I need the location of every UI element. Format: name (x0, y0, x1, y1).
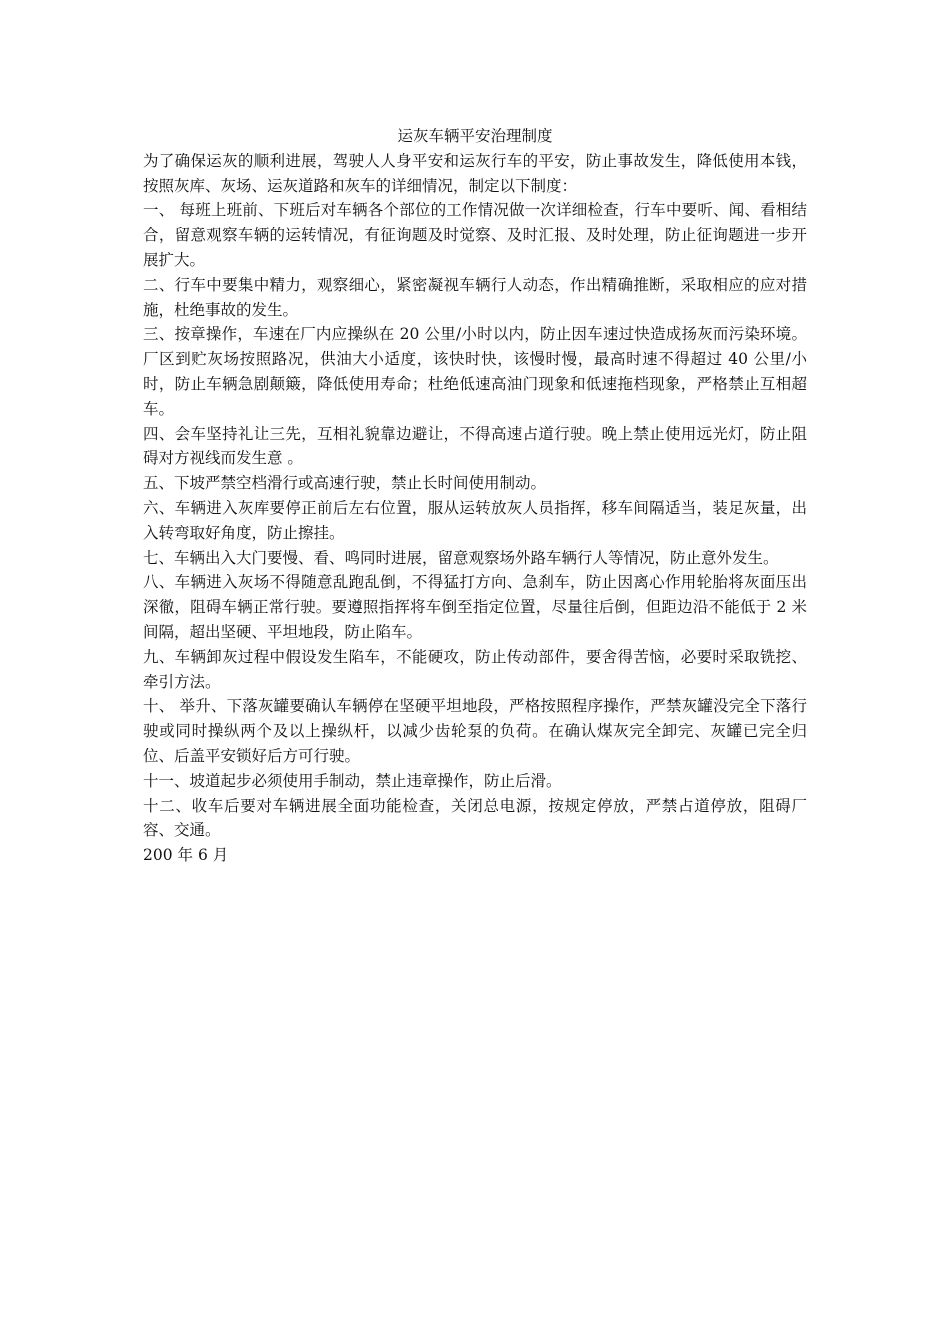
rule-10-paragraph: 十、 举升、下落灰罐要确认车辆停在坚硬平坦地段，严格按照程序操作，严禁灰罐没完全下落行驶或同时操纵两个及以上操纵杆，以减少齿轮泵的负荷。在确认煤灰完全卸完、灰罐已完全归位、后盖平安锁好后方可行驶。 (143, 697, 807, 765)
rule-3-paragraph: 三、按章操作，车速在厂内应操纵在 20 公里/小时以内，防止因车速过快造成扬灰而污染环境。厂区到贮灰场按照路况，供油大小适度，该快时快，该慢时慢，最高时速不得超过 40 公里/小时，防止车辆急剧颠簸，降低使用寿命；杜绝低速高油门现象和低速拖档现象，严格禁止互相超车。 (143, 325, 807, 418)
document-date: 200 年 6 月 (143, 846, 229, 865)
rule-7-paragraph: 七、车辆出入大门要慢、看、鸣同时进展，留意观察场外路车辆行人等情况，防止意外发生。 (143, 548, 779, 567)
rule-5-paragraph: 五、下坡严禁空档滑行或高速行驶，禁止长时间使用制动。 (143, 474, 547, 493)
rule-8-paragraph: 八、车辆进入灰场不得随意乱跑乱倒，不得猛打方向、急刹车，防止因离心作用轮胎将灰面压出深徹，阻碍车辆正常行驶。要遵照指挥将车倒至指定位置，尽量往后倒，但距边沿不能低于 2 米间隔，超出坚硬、平坦地段，防止陷车。 (143, 573, 807, 641)
rule-12-paragraph: 十二、收车后要对车辆进展全面功能检查，关闭总电源，按规定停放，严禁占道停放，阻碍厂容、交通。 (143, 796, 807, 840)
rule-2-paragraph: 二、行车中要集中精力，观察细心，紧密凝视车辆行人动态，作出精确推断，采取相应的应对措施，杜绝事故的发生。 (143, 275, 807, 319)
rule-11-paragraph: 十一、坡道起步必须使用手制动，禁止违章操作，防止后滑。 (143, 771, 562, 790)
document-title: 运灰车辆平安治理制度 (397, 127, 553, 145)
intro-paragraph: 为了确保运灰的顺利进展，驾驶人人身平安和运灰行车的平安，防止事故发生，降低使用本钱，按照灰库、灰场、运灰道路和灰车的详细情况，制定以下制度： (143, 151, 807, 195)
rule-1-paragraph: 一、 每班上班前、下班后对车辆各个部位的工作情况做一次详细检查，行车中要听、闻、看相结合，留意观察车辆的运转情况，有征询题及时觉察、及时汇报、及时处理，防止征询题进一步开展扩大。 (143, 201, 807, 269)
rule-4-paragraph: 四、会车坚持礼让三先，互相礼貌靠边避让，不得高速占道行驶。晚上禁止使用远光灯，防止阻碍对方视线而发生意 。 (143, 424, 807, 468)
rule-9-paragraph: 九、车辆卸灰过程中假设发生陷车，不能硬攻，防止传动部件，要舍得苦恼，必要时采取铣挖、牵引方法。 (143, 647, 807, 691)
document-body (143, 124, 807, 868)
rule-6-paragraph: 六、车辆进入灰库要停正前后左右位置，服从运转放灰人员指挥，移车间隔适当，装足灰量，出入转弯取好角度，防止擦挂。 (143, 498, 807, 542)
